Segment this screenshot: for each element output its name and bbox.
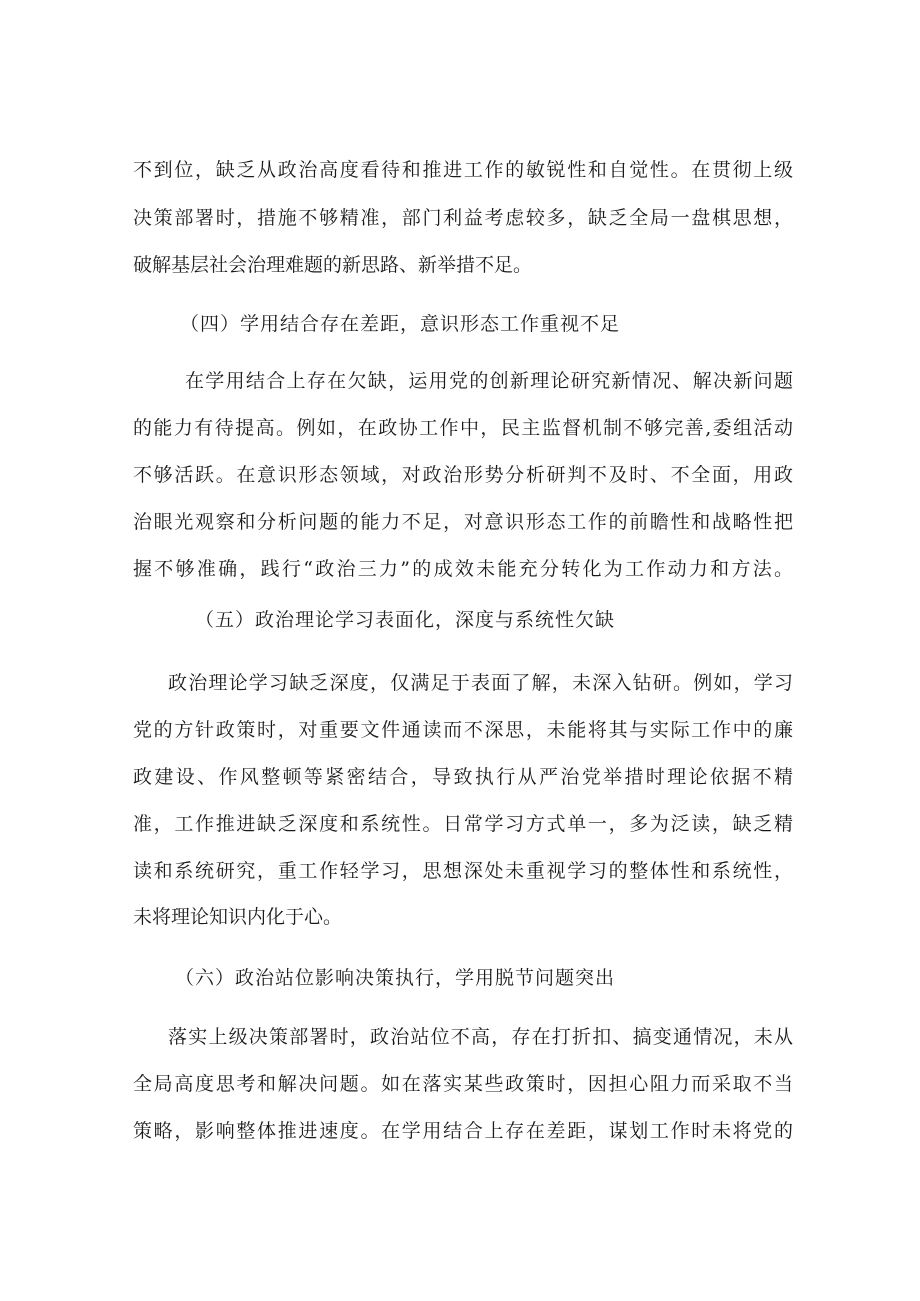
paragraph-2-line-5: 握不够准确，践行“政治三力”的成效未能充分转化为工作动力和方法。 [133,558,793,580]
paragraph-2-line-2: 的能力有待提高。例如，在政协工作中，民主监督机制不够完善,委组活动 [133,417,793,439]
paragraph-1-line-2: 决策部署时，措施不够精准，部门利益考虑较多，缺乏全局一盘棋思想， [133,207,793,229]
paragraph-3-line-1: 政治理论学习缺乏深度，仅满足于表面了解，未深入钻研。例如，学习 [168,672,793,694]
paragraph-3-line-4: 准，工作推进缺乏深度和系统性。日常学习方式单一，多为泛读，缺乏精 [133,813,793,835]
paragraph-2-line-4: 治眼光观察和分析问题的能力不足，对意识形态工作的前瞻性和战略性把 [133,511,793,533]
paragraph-2-line-1: 在学用结合上存在欠缺，运用党的创新理论研究新情况、解决新问题 [185,370,793,392]
paragraph-4-line-1: 落实上级决策部署时，政治站位不高，存在打折扣、搞变通情况，未从 [168,1026,793,1048]
section-heading-5: （五）政治理论学习表面化，深度与系统性欠缺 [195,609,616,631]
section-heading-6: （六）政治站位影响决策执行，学用脱节问题突出 [175,967,616,989]
section-heading-4: （四）学用结合存在差距，意识形态工作重视不足 [180,313,621,335]
paragraph-3-line-3: 政建设、作风整顿等紧密结合，导致执行从严治党举措时理论依据不精 [133,766,793,788]
paragraph-1-line-3: 破解基层社会治理难题的新思路、新举措不足。 [133,254,533,276]
paragraph-3-line-5: 读和系统研究，重工作轻学习，思想深处未重视学习的整体性和系统性， [133,860,793,882]
paragraph-4-line-3: 策略，影响整体推进速度。在学用结合上存在差距，谋划工作时未将党的 [133,1120,793,1142]
paragraph-3-line-6: 未将理论知识内化于心。 [133,906,343,928]
paragraph-3-line-2: 党的方针政策时，对重要文件通读而不深思，未能将其与实际工作中的廉 [133,719,793,741]
paragraph-2-line-3: 不够活跃。在意识形态领域，对政治形势分析研判不及时、不全面，用政 [133,464,793,486]
paragraph-1-line-1: 不到位，缺乏从政治高度看待和推进工作的敏锐性和自觉性。在贯彻上级 [133,159,793,181]
paragraph-4-line-2: 全局高度思考和解决问题。如在落实某些政策时，因担心阻力而采取不当 [133,1073,793,1095]
